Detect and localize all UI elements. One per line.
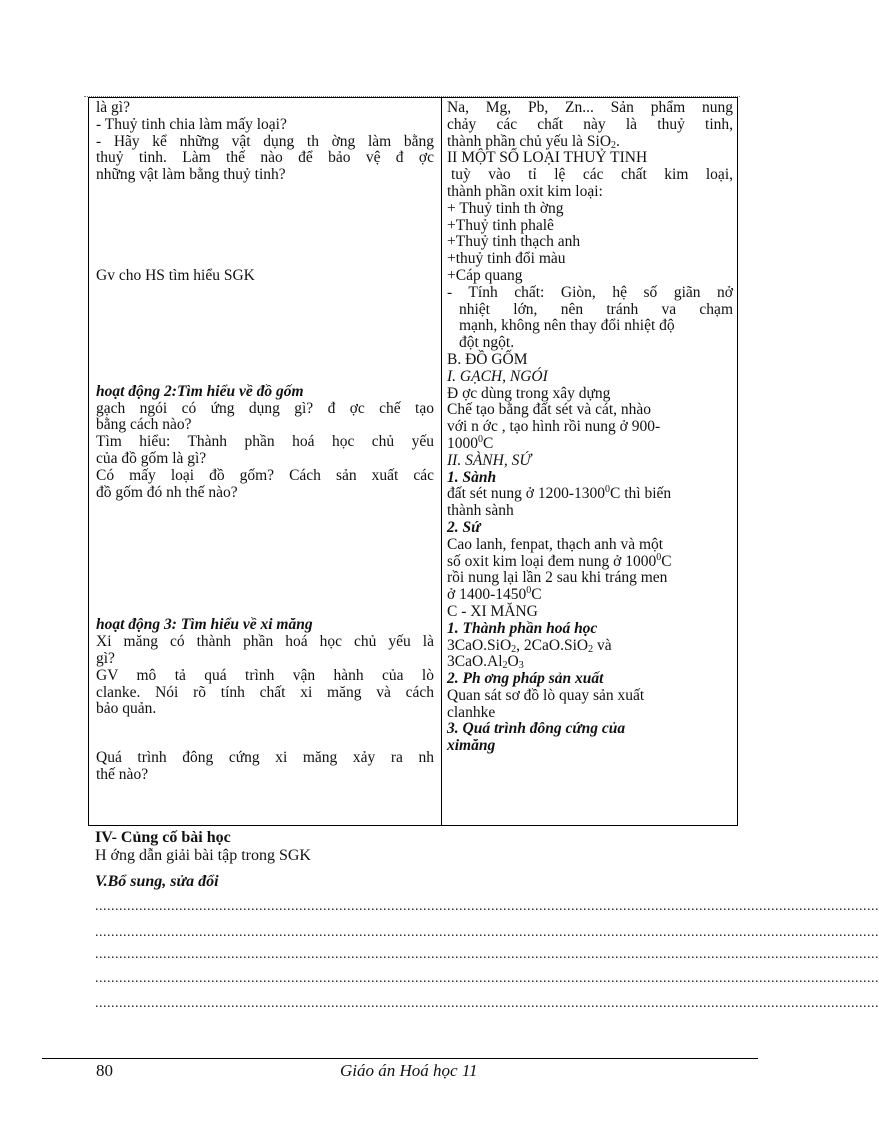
dotted-line: ....................................................................................................................................................................................................	[95, 996, 879, 1011]
subheading-stoneware: 1. Sành	[447, 468, 497, 486]
section-heading-ceramics: B. ĐỒ GỐM	[447, 350, 528, 368]
left-line: bằng cách nào?	[96, 416, 192, 434]
left-line: - Hãy kể những vật dụng th ờng làm bằng	[96, 132, 434, 150]
section-5-title: V.Bổ sung, sửa đổi	[95, 873, 219, 890]
section-4-text: H ớng dẫn giải bài tập trong SGK	[95, 847, 311, 864]
subheading-hardening: 3. Quá trình đông cứng của	[447, 720, 626, 738]
left-line: bảo quản.	[96, 700, 157, 718]
left-line: thuỷ tinh. Làm thế nào để bảo vệ đ ợc	[96, 149, 434, 167]
left-line: Gv cho HS tìm hiểu SGK	[96, 266, 255, 284]
right-line: tuỳ vào tỉ lệ các chất kim loại,	[451, 166, 733, 184]
subheading-composition: 1. Thành phần hoá học	[447, 619, 598, 637]
left-line: là gì?	[96, 99, 130, 116]
right-line: thành sành	[447, 502, 514, 520]
page-number: 80	[96, 1061, 113, 1080]
right-line: nhiệt lớn, nên tránh va chạm	[459, 300, 733, 318]
teacher-activities-column	[96, 98, 434, 784]
right-line: Chế tạo bằng đất sét và cát, nhào	[447, 401, 652, 419]
left-line: những vật làm bằng thuỷ tinh?	[96, 166, 286, 184]
lesson-content-column	[447, 98, 733, 755]
right-line: đất sét nung ở 1200-1300$^0$C thì biến	[447, 484, 672, 503]
dotted-line: ....................................................................................................................................................................................................	[95, 899, 879, 914]
right-line: +thuỷ tinh đổi màu	[447, 250, 566, 268]
right-line: chảy các chất này là thuỷ tinh,	[447, 115, 733, 133]
right-line: 3CaO.SiO$_2$, 2CaO.SiO$_2$ và	[447, 636, 612, 655]
right-line: đột ngột.	[459, 334, 515, 352]
dotted-line: ....................................................................................................................................................................................................	[95, 971, 879, 986]
dotted-line: ....................................................................................................................................................................................................	[95, 947, 879, 962]
right-line: Đ ợc dùng trong xây dựng	[447, 384, 611, 402]
right-line: 1000$^0$C	[447, 433, 494, 452]
left-line: Tìm hiểu: Thành phần hoá học chủ yếu	[96, 433, 434, 451]
subheading-porcelain-2: 2. Sứ	[447, 518, 481, 536]
right-line: ở 1400-1450$^0$C	[447, 585, 542, 604]
subheading-bricks: I. GẠCH, NGÓI	[447, 367, 548, 385]
dotted-line: ....................................................................................................................................................................................................	[95, 925, 879, 940]
left-line: gì?	[96, 649, 115, 667]
left-line: Có mấy loại đồ gốm? Cách sản xuất các	[96, 466, 434, 484]
right-line: Na, Mg, Pb, Zn... Sản phẩm nung	[447, 99, 733, 116]
right-line: số oxit kim loại đem nung ở 1000$^0$C	[447, 551, 672, 570]
left-line: - Thuỷ tinh chia làm mấy loại?	[96, 115, 287, 133]
section-heading-cement: C - XI MĂNG	[447, 602, 538, 620]
left-line: Xi măng có thành phần hoá học chủ yếu là	[96, 633, 434, 651]
footer-rule	[42, 1058, 758, 1059]
section-heading-glass-types: II MỘT SỐ LOẠI THUỶ TINH	[447, 149, 648, 167]
right-line: Quan sát sơ đồ lò quay sản xuất	[447, 686, 645, 704]
right-line: +Thuỷ tinh thạch anh	[447, 233, 581, 251]
right-line: $3CaO.Al_2O_3$	[447, 653, 524, 672]
left-line: thế nào?	[96, 765, 149, 783]
left-line: GV mô tả quá trình vận hành của lò	[96, 666, 434, 684]
right-line: + Thuỷ tinh th ờng	[447, 199, 564, 217]
subheading-porcelain: II. SÀNH, SỨ	[447, 451, 532, 469]
left-line: gạch ngói có ứng dụng gì? đ ợc chế tạo	[96, 399, 434, 417]
right-line: - Tính chất: Giòn, hệ số giãn nở	[447, 283, 733, 301]
right-line: +Cáp quang	[447, 266, 523, 284]
right-line: Cao lanh, fenpat, thạch anh và một	[447, 535, 664, 553]
right-line: clanhke	[447, 703, 496, 721]
left-line: đồ gốm đó nh thế nào?	[96, 483, 238, 501]
left-line: của đồ gốm là gì?	[96, 449, 207, 467]
activity-2-heading: hoạt động 2:Tìm hiểu về đồ gốm	[96, 382, 304, 400]
activity-3-heading: hoạt động 3: Tìm hiểu về xi măng	[96, 616, 313, 634]
right-line: với n ớc , tạo hình rồi nung ở 900-	[447, 418, 661, 436]
right-line: ximăng	[447, 737, 496, 755]
section-4-title: IV- Củng cố bài học	[95, 829, 231, 846]
left-line: Quá trình đông cứng xi măng xảy ra nh	[96, 749, 434, 767]
column-divider	[441, 98, 442, 825]
right-line: thành phần oxit kim loại:	[447, 182, 603, 200]
right-line: thành phần chủ yếu là SiO$_2$.	[447, 132, 620, 151]
right-line: rồi nung lại lần 2 sau khi tráng men	[447, 569, 668, 587]
subheading-production: 2. Ph ơng pháp sản xuất	[447, 670, 604, 688]
lesson-table	[88, 97, 738, 826]
right-line: mạnh, không nên thay đổi nhiệt độ	[459, 317, 675, 335]
footer-title: Giáo án Hoá học 11	[340, 1061, 478, 1080]
right-line: +Thuỷ tinh phalê	[447, 216, 554, 234]
left-line: clanke. Nói rõ tính chất xi măng và cách	[96, 683, 434, 701]
